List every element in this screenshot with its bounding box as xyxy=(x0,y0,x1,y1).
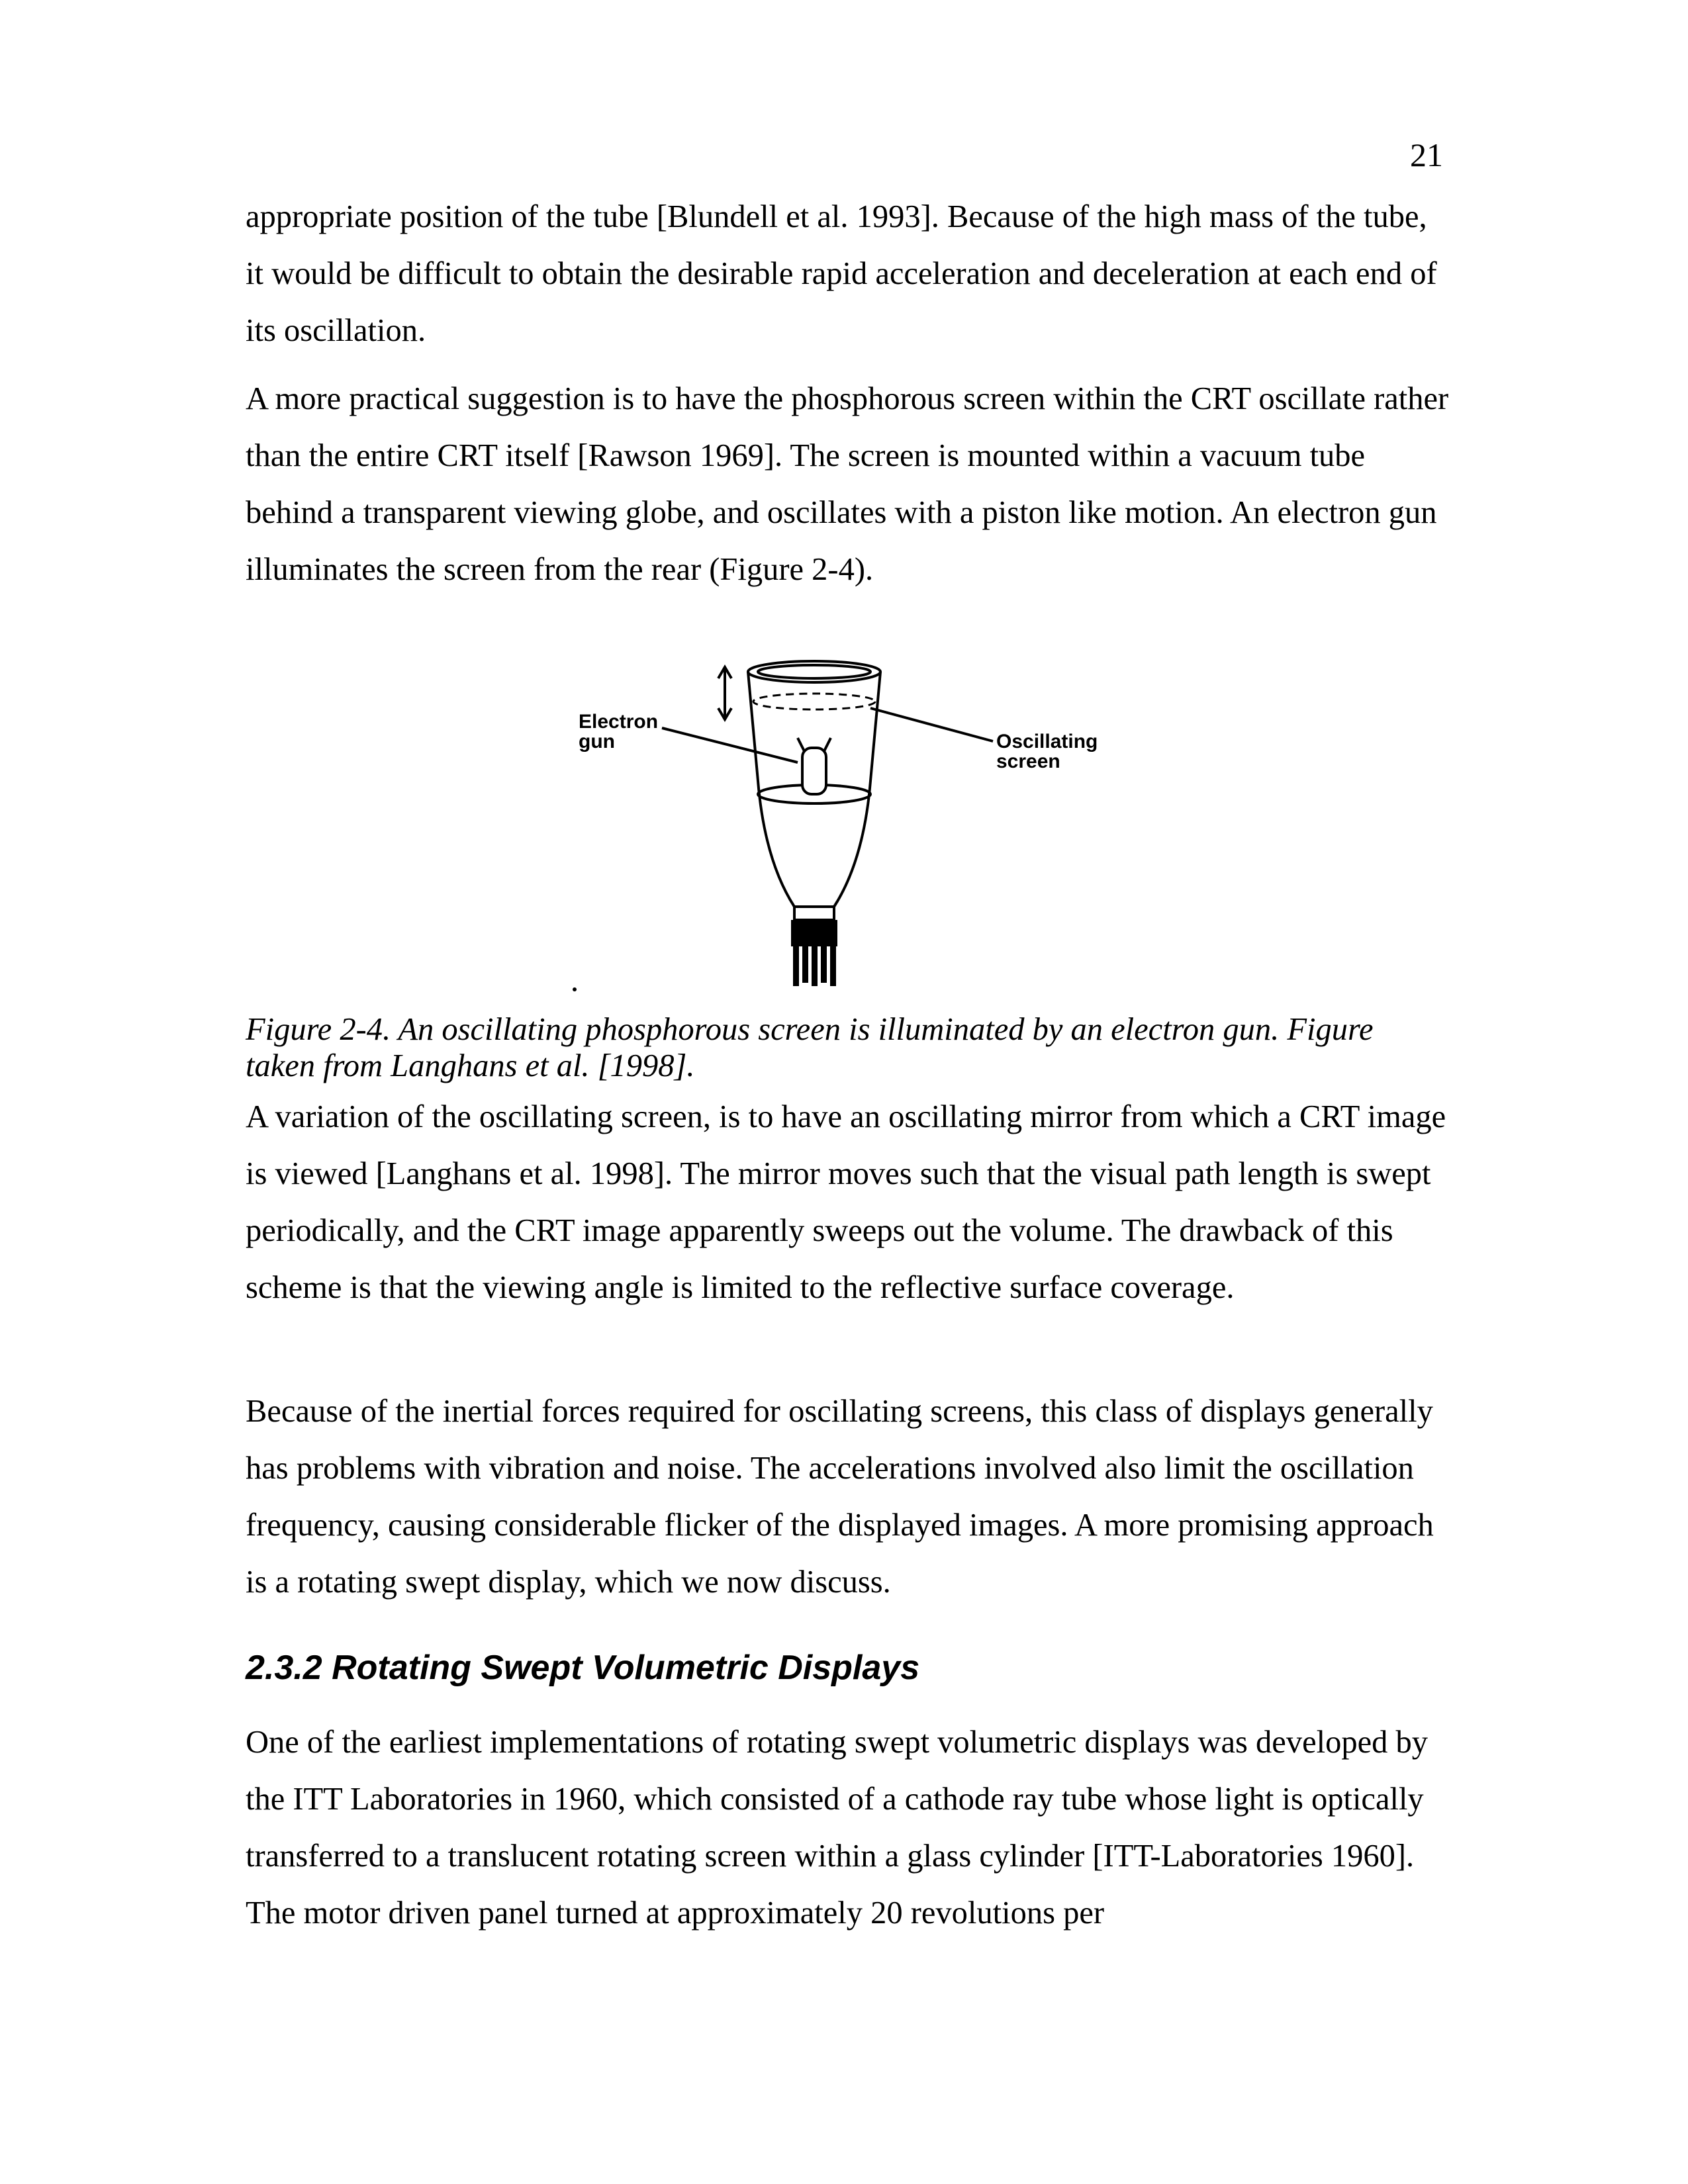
label-electron: Electron xyxy=(579,711,659,733)
tube-neck xyxy=(794,907,834,920)
paragraph-3: A variation of the oscillating screen, is to have an oscillating mirror from which a CRT image is viewed [Langhans et al. 1998]. The mirror moves such that the visual path length is swept periodically, and the CRT image apparently sweeps out the volume. The drawback of this scheme is that the viewing angle is limited to the reflective surface coverage. xyxy=(246,1099,1446,1305)
figure-crt-diagram xyxy=(569,642,1125,993)
paragraph-2: A more practical suggestion is to have the phosphorous screen within the CRT oscillate rather than the entire CRT itself [Rawson 1969]. The screen is mounted within a vacuum tube behind a transparent viewing globe, and oscillates with a piston like motion. An electron gun illuminates the screen from the rear (Figure 2-4). xyxy=(246,381,1449,587)
label-oscillating: Oscillating xyxy=(996,731,1098,752)
oscillating-screen-shape xyxy=(753,694,875,709)
paragraph-5: One of the earliest implementations of rotating swept volumetric displays was developed by the ITT Laboratories in 1960, which consisted of a cathode ray tube whose light is optically transferred to a translucent rotating screen within a glass cylinder [ITT-Laboratories 1960]. The motor driven panel turned at approximately 20 revolutions per xyxy=(246,1725,1428,1931)
section-heading: 2.3.2 Rotating Swept Volumetric Displays xyxy=(246,1649,920,1687)
electron-gun-shape xyxy=(798,738,831,794)
figure-caption: Figure 2-4. An oscillating phosphorous screen is illuminated by an electron gun. Figure taken from Langhans et al. [1998]. xyxy=(246,1012,1374,1083)
page-number: 21 xyxy=(1410,136,1443,173)
oscillating-screen-pointer xyxy=(870,708,993,741)
paragraph-4: Because of the inertial forces required for oscillating screens, this class of displays generally has problems with vibration and noise. The accelerations involved also limit the oscillation frequency, causing considerable flicker of the displayed images. A more promising approach is a rotating swept display, which we now discuss. xyxy=(246,1394,1434,1600)
double-arrow-icon xyxy=(718,667,731,719)
crt-illustration xyxy=(569,642,1125,993)
label-screen: screen xyxy=(996,751,1060,772)
label-gun: gun xyxy=(579,731,615,752)
connector-pins xyxy=(791,920,837,986)
electron-gun-pointer xyxy=(662,728,798,762)
paragraph-1: appropriate position of the tube [Blundell et al. 1993]. Because of the high mass of the tube, it would be difficult to obtain the desirable rapid acceleration and deceleration at each end of its oscillation. xyxy=(246,199,1437,348)
globe-rim xyxy=(748,661,880,682)
